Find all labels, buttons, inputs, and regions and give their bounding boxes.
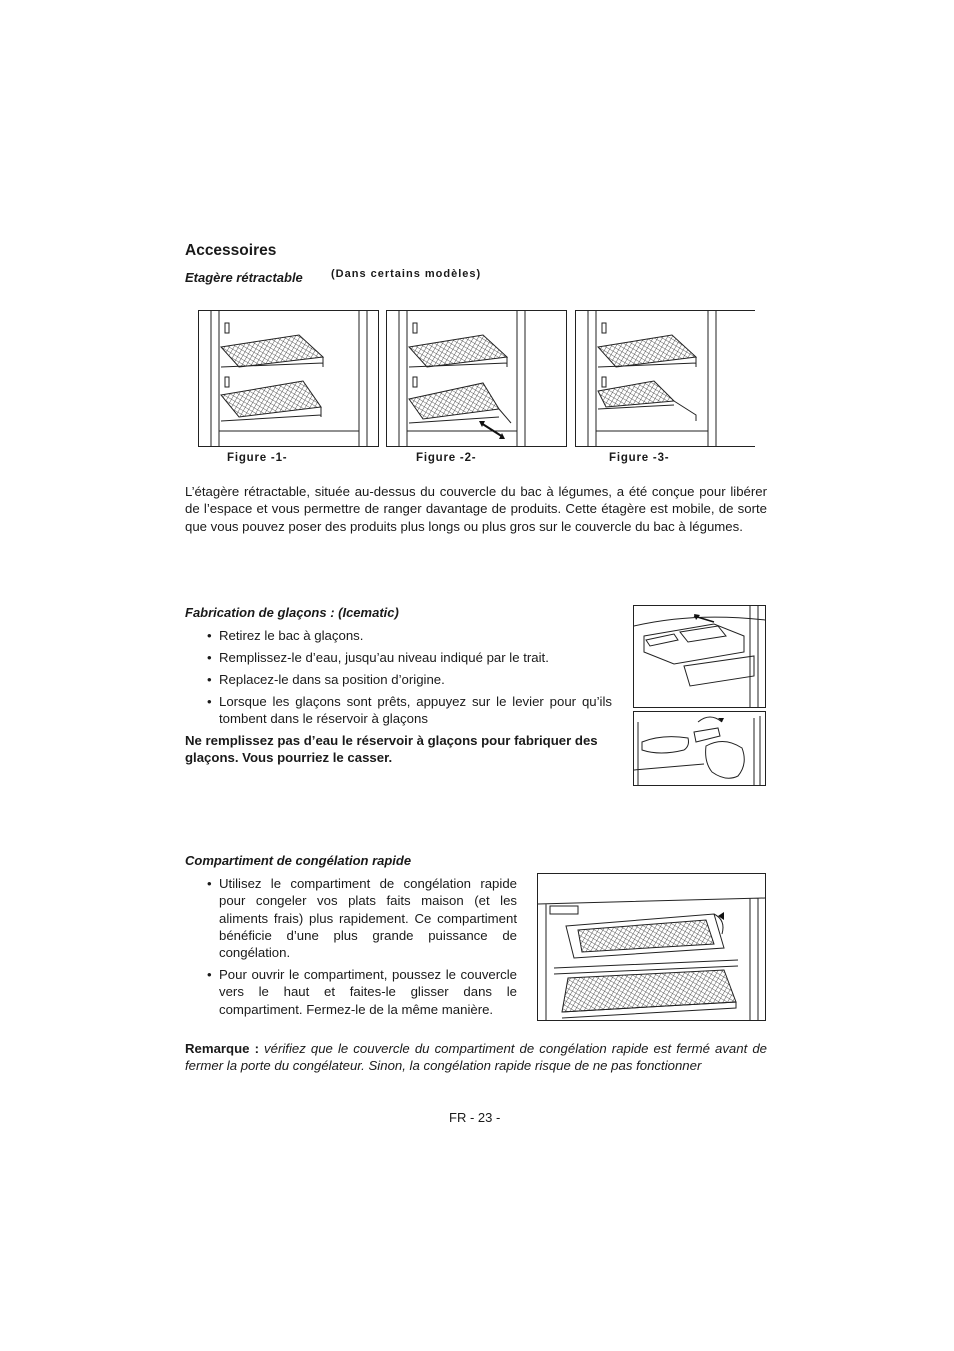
fast-freeze-steps <box>185 875 517 1023</box>
icematic-title: Fabrication de glaçons : (Icematic) <box>185 605 399 620</box>
figure-3-caption: Figure -3- <box>609 452 670 464</box>
page-number: FR - 23 - <box>449 1110 501 1125</box>
list-item: • Remplissez-le d’eau, jusqu’au niveau indiqué par le trait. <box>185 649 612 666</box>
list-item: • Lorsque les glaçons sont prêts, appuyez sur le levier pour qu’ils tombent dans le réservoir à glaçons <box>185 693 612 728</box>
icematic-warning: Ne remplissez pas d’eau le réservoir à glaçons pour fabriquer des glaçons. Vous pourriez le casser. <box>185 733 598 766</box>
shelf-figure-3 <box>575 310 755 447</box>
shelf-note: (Dans certains modèles) <box>331 268 482 280</box>
list-item: • Utilisez le compartiment de congélation rapide pour congeler vos plats faits maison (et les aliments frais) plus rapidement. Ce compartiment bénéficie d’une plus grande puissance de congélation. <box>185 875 517 961</box>
list-item: • Pour ouvrir le compartiment, poussez le couvercle vers le haut et faites-le glisser dans le compartiment. Fermez-le de la même manière. <box>185 966 517 1018</box>
shelf-figure-2 <box>386 310 567 447</box>
remark-label: Remarque : <box>185 1041 259 1056</box>
icematic-figure-top <box>633 605 766 708</box>
figure-1-caption: Figure -1- <box>227 452 288 464</box>
shelf-paragraph: L’étagère rétractable, située au-dessus du couvercle du bac à légumes, a été conçue pour libérer de l’espace et vous permettre de ranger davantage de produits. Cette étagère est mobile, de sorte que vous pouvez poser des produits plus longs ou plus gros sur le couvercle du bac à légumes. <box>185 484 767 534</box>
remark <box>185 1040 767 1075</box>
icematic-steps <box>185 627 612 732</box>
figure-2-caption: Figure -2- <box>416 452 477 464</box>
icematic-figure-bottom <box>633 711 766 786</box>
list-item: • Retirez le bac à glaçons. <box>185 627 612 644</box>
remark-text: vérifiez que le couvercle du compartiment de congélation rapide est fermé avant de fermer la porte du congélateur. Sinon, la congélation rapide risque de ne pas fonctionner <box>185 1041 767 1074</box>
fast-freeze-figure <box>537 873 766 1021</box>
section-heading: Accessoires <box>185 242 277 259</box>
fast-freeze-title: Compartiment de congélation rapide <box>185 853 412 868</box>
shelf-title: Etagère rétractable <box>185 270 303 285</box>
list-item: • Replacez-le dans sa position d’origine. <box>185 671 612 688</box>
shelf-figure-1 <box>198 310 379 447</box>
